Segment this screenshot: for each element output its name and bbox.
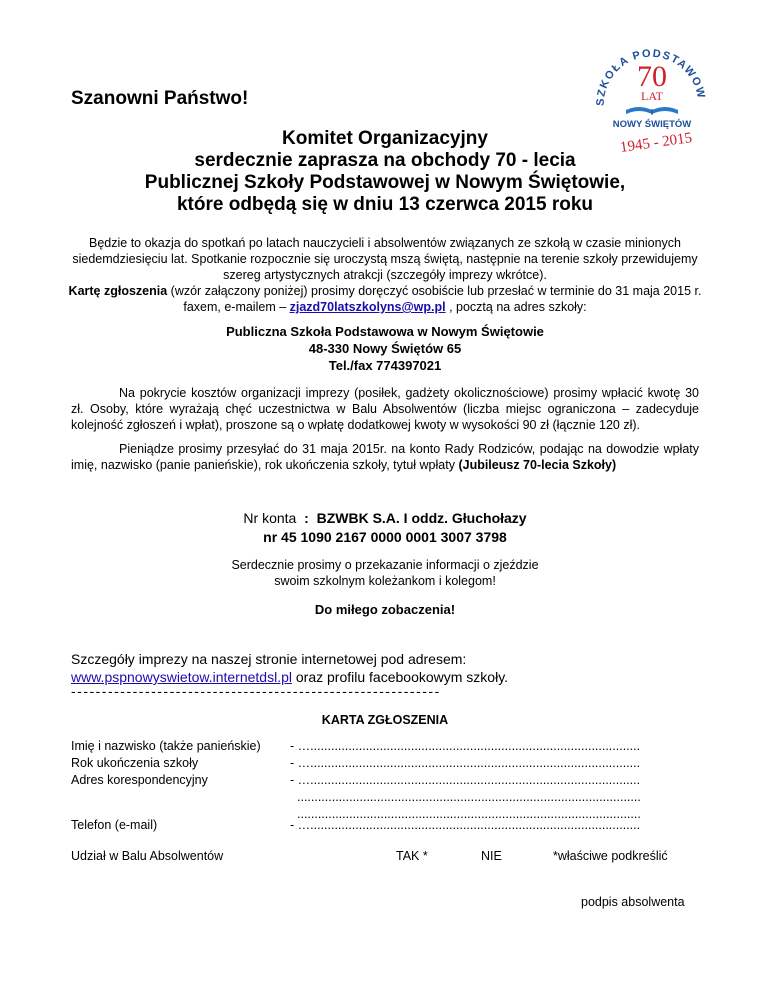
payment-paragraph [71,385,699,433]
ball-label: Udział w Balu Absolwentów [71,849,224,863]
headline-line: Publicznej Szkoły Podstawowej w Nowym Świętowie, [144,172,626,193]
headline-line: które odbędą się w dniu 13 czerwca 2015 roku [176,194,594,215]
account-bank: BZWBK S.A. I oddz. Głuchołazy [316,510,527,526]
transfer-paragraph [71,441,699,473]
signature-label: podpis absolwenta [581,895,685,909]
payment-text: Na pokrycie kosztów organizacji imprezy (posiłek, gadżety okolicznościowe) prosimy wpłacić kwotę 30 zł. Osoby, które wyrażają chęć uczestnictwa w Balu Absolwentów (liczba miejsc ograniczona – zadecyduje kolejność zgłoszeń i wpłat), proszone są o wpłatę dodatkowej kwoty w wysokości 90 zł (łącznie 120 zł). [71,386,699,432]
account-sep: : [304,510,309,526]
ball-option-yes[interactable]: TAK * [396,849,428,863]
request-line: swoim szkolnym koleżankom i kolegom! [274,574,496,588]
website-line: Szczegóły imprezy na naszej stronie internetowej pod adresem: [71,651,467,667]
account-label: Nr konta [243,510,297,526]
address-field[interactable]: - …............................................................................................... [290,773,641,787]
intro-text: (wzór załączony poniżej) prosimy doręczyć osobiście lub przesłać w terminie do 31 maja 2015 r. faxem, e-mailem – [167,284,702,314]
headline-line: serdecznie zaprasza na obchody 70 - lecia [194,150,576,171]
website-info [71,650,508,686]
form-title: KARTA ZGŁOSZENIA [321,713,449,727]
intro-text: Będzie to okazja do spotkań po latach nauczycieli i absolwentów związanych ze szkołą w czasie minionych siedemdziesięciu lat. Spotkanie rozpocznie się uroczystą mszą świętą, następnie na terenie szkoły przewidujemy szereg artystycznych atrakcji (szczegóły imprezy wkrótce). [72,236,698,282]
year-field[interactable]: - …............................................................................................... [290,756,641,770]
share-request [140,557,630,589]
transfer-title: (Jubileusz 70-lecia Szkoły) [458,458,617,472]
name-field[interactable]: - …............................................................................................... [290,739,641,753]
email-link[interactable]: zjazd70latszkolyns@wp.pl [289,300,446,314]
bank-account [140,509,630,547]
seal-number: 70 [637,60,667,93]
phone-label: Telefon (e-mail) [71,818,158,832]
request-line: Serdecznie prosimy o przekazanie informacji o zjeździe [231,558,539,572]
seal-lat: LAT [641,89,663,103]
seal-top-text: SZKOŁA PODSTAWOW [594,47,708,107]
name-label: Imię i nazwisko (także panieńskie) [71,739,261,753]
underline-note: *właściwe podkreślić [553,849,668,863]
intro-paragraph [62,235,708,315]
school-address [140,323,630,374]
seal-years: 1945 - 2015 [619,130,694,152]
year-label: Rok ukończenia szkoły [71,756,199,770]
invitation-headline [100,128,670,216]
book-icon [626,107,678,115]
greeting: Szanowni Państwo! [71,88,249,109]
address-label: Adres korespondencyjny [71,773,208,787]
ball-option-no[interactable]: NIE [481,849,502,863]
cut-line-divider: ------------------------------------------------------------ [71,683,441,699]
website-rest: oraz profilu facebookowym szkoły. [292,669,509,685]
address-line: Tel./fax 774397021 [328,358,442,373]
website-link[interactable]: www.pspnowyswietow.internetdsl.pl [71,669,292,685]
intro-text: , pocztą na adres szkoły: [445,300,587,314]
address-field-line2[interactable]: ................................................................................................... [297,790,641,804]
headline-line: Komitet Organizacyjny [282,128,488,149]
intro-bold-lead: Kartę zgłoszenia [68,284,168,298]
phone-field[interactable]: - …............................................................................................... [290,818,641,832]
farewell: Do miłego zobaczenia! [314,602,456,617]
transfer-text: Pieniądze prosimy przesyłać do 31 maja 2015r. na konto Rady Rodziców, podając na dowodzie wpłaty imię, nazwisko (panie panieńskie), rok ukończenia szkoły, tytuł wpłaty [71,442,699,472]
address-line: Publiczna Szkoła Podstawowa w Nowym Świętowie [226,324,544,339]
account-number: nr 45 1090 2167 0000 0001 3007 3798 [263,529,507,545]
seal-town: NOWY ŚWIĘTÓW [612,119,692,130]
address-field-line3[interactable]: ................................................................................................... [297,807,641,821]
address-line: 48-330 Nowy Świętów 65 [308,341,462,356]
